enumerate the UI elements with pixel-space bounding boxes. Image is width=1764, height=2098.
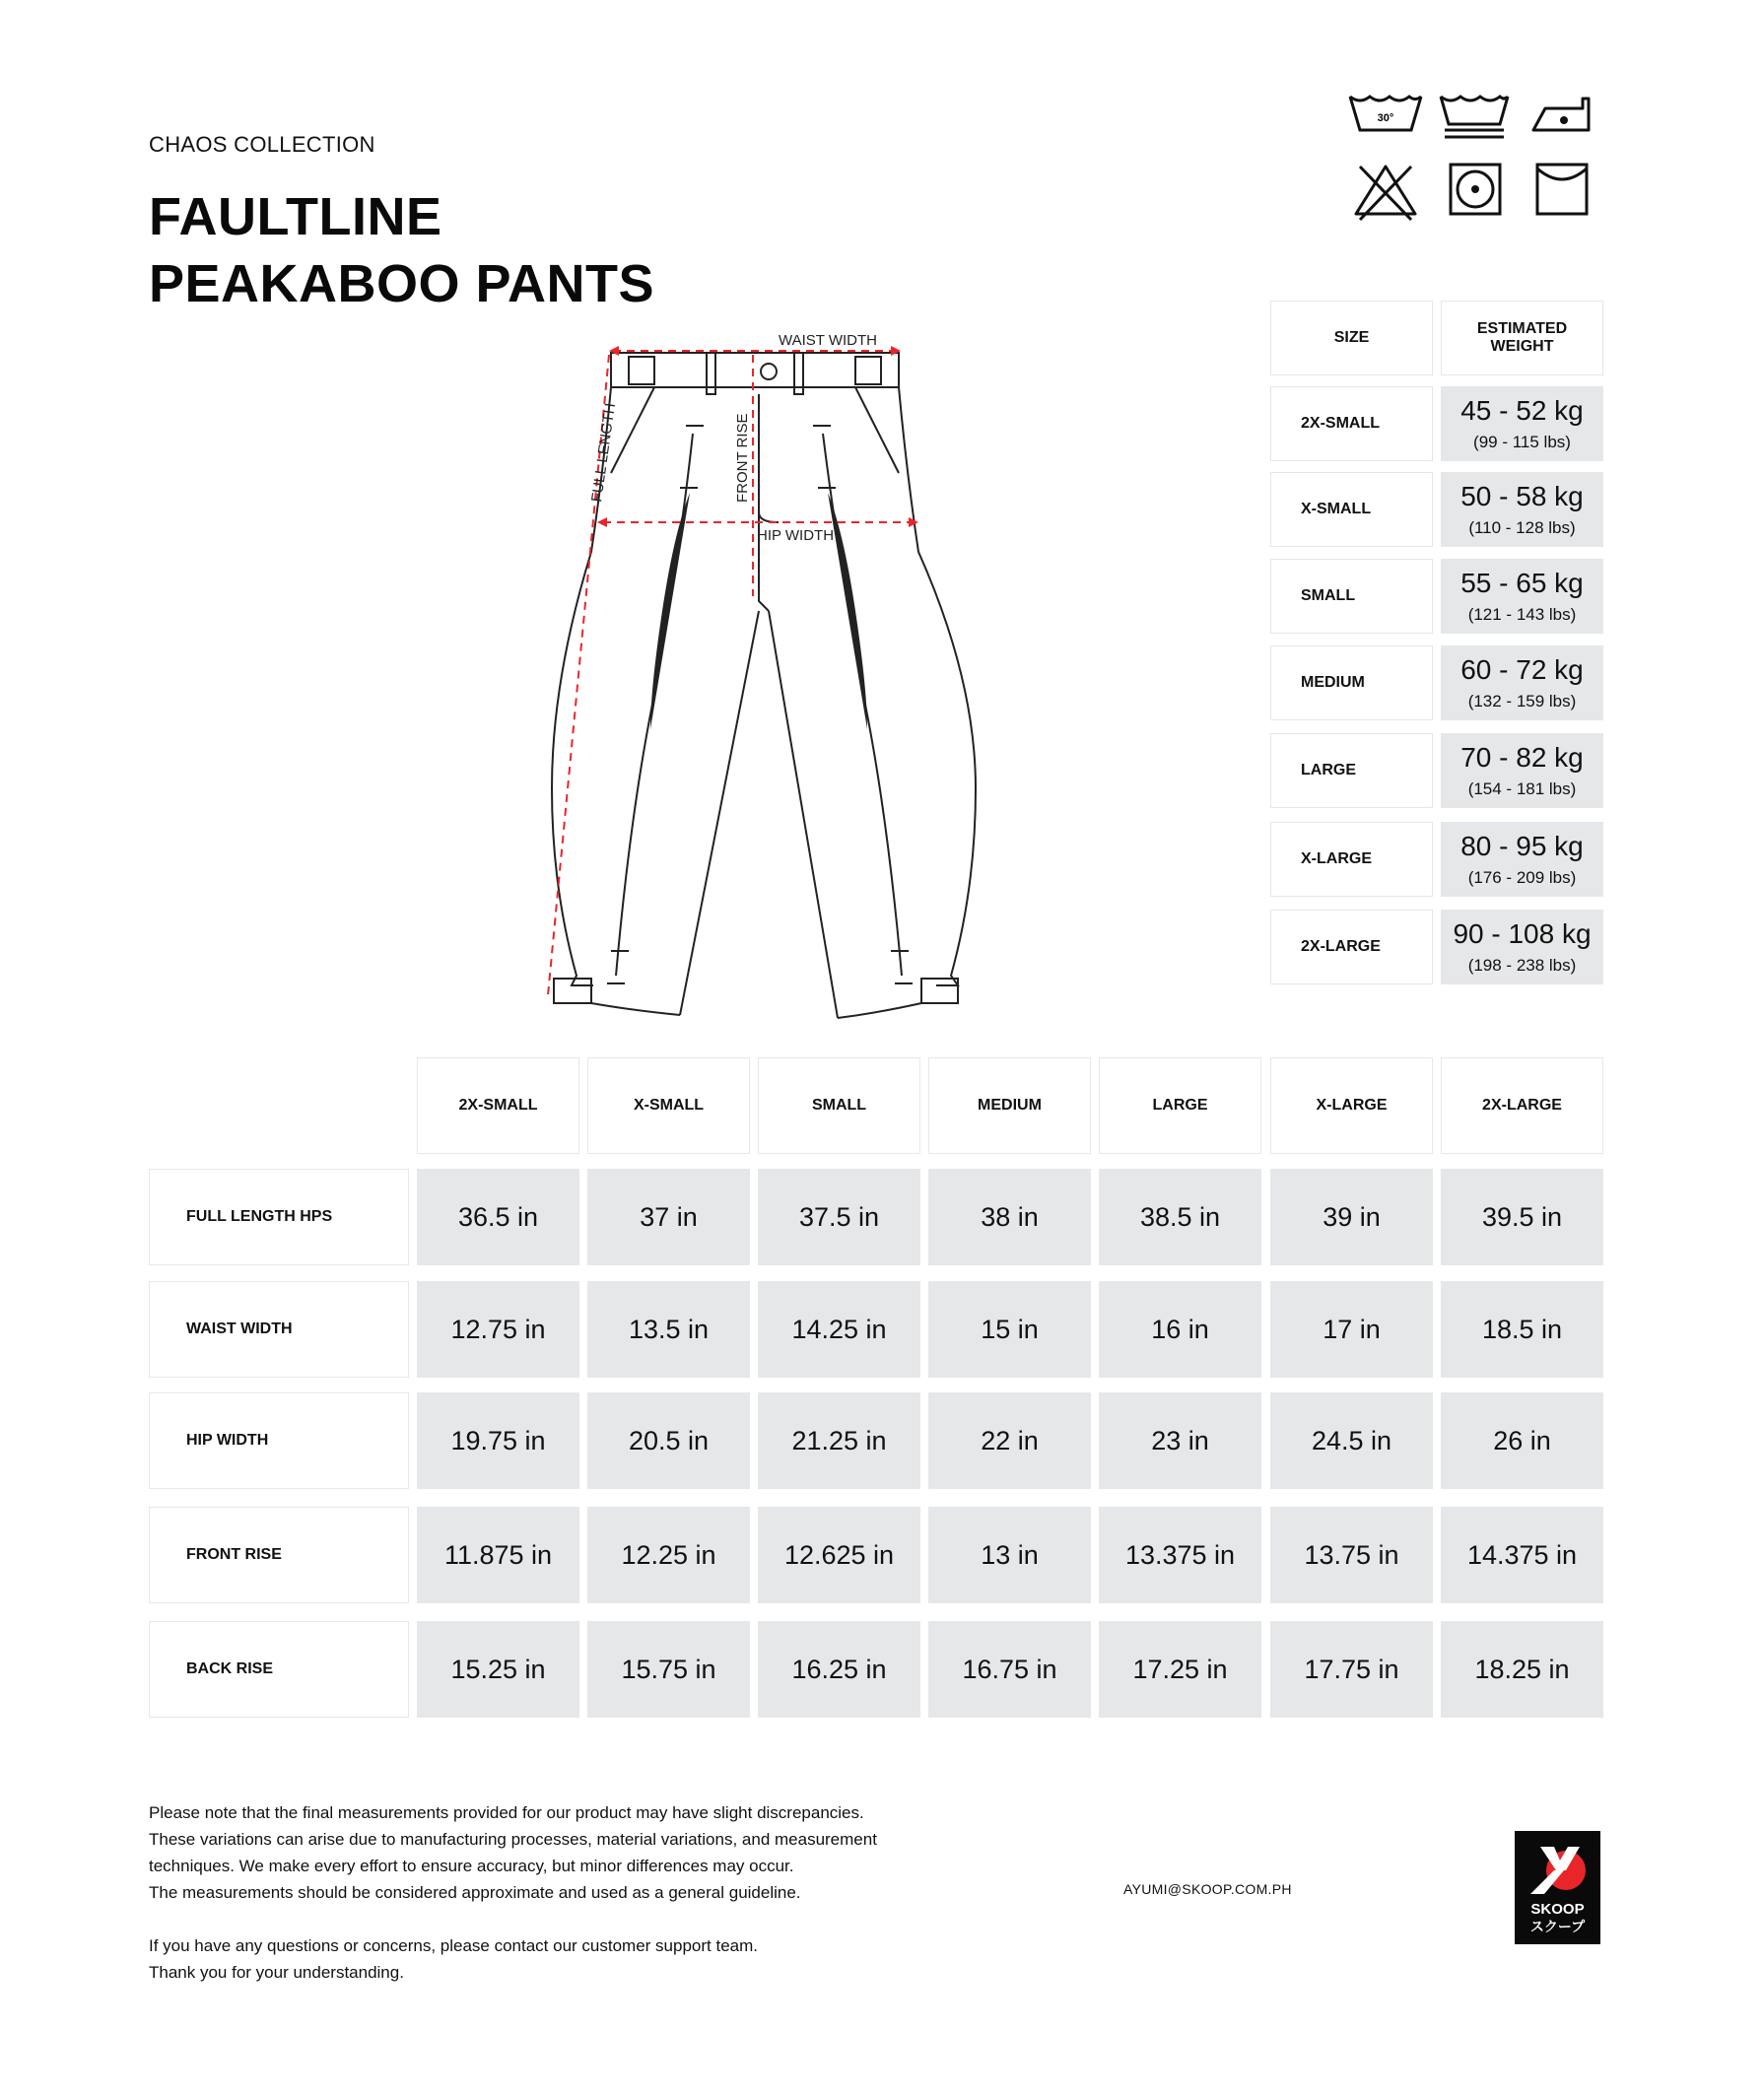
line-dry-icon — [1524, 161, 1602, 220]
size-column-header: SMALL — [758, 1057, 920, 1154]
weight-lbs: (132 - 159 lbs) — [1467, 692, 1577, 711]
measurement-cell: 26 in — [1441, 1392, 1603, 1489]
measurement-cell: 38.5 in — [1099, 1169, 1261, 1265]
iron-low-icon — [1527, 89, 1606, 148]
weight-kg: 90 - 108 kg — [1453, 918, 1592, 949]
hip-width-label: HIP WIDTH — [757, 527, 835, 544]
weight-value-cell — [1441, 645, 1603, 720]
measurement-row-label: WAIST WIDTH — [149, 1281, 409, 1378]
weight-lbs: (99 - 115 lbs) — [1473, 433, 1571, 451]
size-column-header: LARGE — [1099, 1057, 1261, 1154]
measurement-cell: 13.5 in — [587, 1281, 750, 1378]
front-rise-label: FRONT RISE — [734, 413, 751, 503]
measurement-row-label: BACK RISE — [149, 1621, 409, 1718]
measurement-cell: 22 in — [928, 1392, 1091, 1489]
weight-lbs: (110 - 128 lbs) — [1468, 518, 1576, 537]
weight-lbs: (198 - 238 lbs) — [1467, 956, 1577, 975]
weight-header-line1: ESTIMATED — [1476, 320, 1568, 337]
full-length-label: FULL LENGTH — [588, 402, 620, 504]
measurement-cell: 14.25 in — [758, 1281, 920, 1378]
size-column-header: X-SMALL — [587, 1057, 750, 1154]
pants-diagram — [532, 325, 1015, 1025]
weight-kg: 60 - 72 kg — [1460, 654, 1584, 685]
note-line: The measurements should be considered approximate and used as a general guideline. — [149, 1883, 801, 1902]
logo-brand: SKOOP — [1530, 1901, 1585, 1918]
collection-label: CHAOS COLLECTION — [149, 132, 375, 157]
belt-loop — [629, 357, 654, 384]
weight-kg: 55 - 65 kg — [1460, 568, 1584, 598]
size-column-header: X-LARGE — [1270, 1057, 1433, 1154]
product-title — [149, 183, 654, 317]
measurement-cell: 21.25 in — [758, 1392, 920, 1489]
measurement-cell: 15.25 in — [417, 1621, 579, 1718]
measurement-cell: 12.75 in — [417, 1281, 579, 1378]
measurement-cell: 17 in — [1270, 1281, 1433, 1378]
product-title-line2: PEAKABOO PANTS — [149, 254, 655, 313]
weight-kg: 50 - 58 kg — [1460, 481, 1584, 511]
measurement-cell: 15.75 in — [587, 1621, 750, 1718]
measurement-row-label: FULL LENGTH HPS — [149, 1169, 409, 1265]
weight-value-cell — [1441, 910, 1603, 984]
measurement-cell: 38 in — [928, 1169, 1091, 1265]
note-spacer — [149, 1906, 1016, 1932]
belt-loop — [855, 357, 881, 384]
measurement-cell: 14.375 in — [1441, 1507, 1603, 1603]
measurement-cell: 17.75 in — [1270, 1621, 1433, 1718]
measurement-cell: 23 in — [1099, 1392, 1261, 1489]
weight-header-line2: WEIGHT — [1490, 338, 1554, 355]
measurement-cell: 16.75 in — [928, 1621, 1091, 1718]
measurement-cell: 15 in — [928, 1281, 1091, 1378]
measurement-cell: 37 in — [587, 1169, 750, 1265]
weight-value-cell — [1441, 472, 1603, 547]
note-line: Thank you for your understanding. — [149, 1963, 404, 1982]
weight-size-cell: 2X-LARGE — [1270, 910, 1433, 984]
weight-lbs: (154 - 181 lbs) — [1467, 779, 1577, 798]
weight-kg: 80 - 95 kg — [1460, 831, 1584, 861]
product-title-line1: FAULTLINE — [149, 187, 442, 246]
measurement-cell: 16.25 in — [758, 1621, 920, 1718]
weight-kg: 45 - 52 kg — [1460, 395, 1584, 426]
weight-kg: 70 - 82 kg — [1460, 742, 1584, 773]
measurement-cell: 18.25 in — [1441, 1621, 1603, 1718]
weight-header-size: SIZE — [1270, 301, 1433, 375]
waist-width-label: WAIST WIDTH — [779, 332, 877, 349]
measurement-row-label: FRONT RISE — [149, 1507, 409, 1603]
measurement-cell: 13.375 in — [1099, 1507, 1261, 1603]
measurement-cell: 24.5 in — [1270, 1392, 1433, 1489]
weight-value-cell — [1441, 733, 1603, 808]
weight-size-cell: 2X-SMALL — [1270, 386, 1433, 461]
measurement-cell: 13 in — [928, 1507, 1091, 1603]
note-line: techniques. We make every effort to ensure accuracy, but minor differences may occur. — [149, 1857, 794, 1875]
measurement-cell: 20.5 in — [587, 1392, 750, 1489]
measurement-cell: 12.25 in — [587, 1507, 750, 1603]
disclaimer-notes — [149, 1799, 1016, 1986]
weight-size-cell: X-SMALL — [1270, 472, 1433, 547]
weight-lbs: (121 - 143 lbs) — [1467, 605, 1577, 624]
wash-temp-label: 30° — [1377, 112, 1394, 124]
weight-lbs: (176 - 209 lbs) — [1467, 868, 1577, 887]
measurement-cell: 36.5 in — [417, 1169, 579, 1265]
weight-size-cell: X-LARGE — [1270, 822, 1433, 897]
note-line: Please note that the final measurements provided for our product may have slight discrepancies. — [149, 1803, 864, 1822]
weight-value-cell — [1441, 386, 1603, 461]
wash-30-icon — [1346, 89, 1425, 148]
measurement-cell: 17.25 in — [1099, 1621, 1261, 1718]
contact-email[interactable]: AYUMI@SKOOP.COM.PH — [1123, 1881, 1292, 1897]
no-bleach-icon — [1346, 161, 1425, 220]
note-line: These variations can arise due to manufacturing processes, material variations, and measurement — [149, 1830, 877, 1849]
measurement-cell: 19.75 in — [417, 1392, 579, 1489]
measurement-cell: 16 in — [1099, 1281, 1261, 1378]
size-column-header: MEDIUM — [928, 1057, 1091, 1154]
gentle-wash-icon — [1435, 89, 1514, 148]
weight-value-cell — [1441, 559, 1603, 634]
measurement-cell: 13.75 in — [1270, 1507, 1433, 1603]
waist-button — [761, 364, 777, 379]
weight-size-cell: SMALL — [1270, 559, 1433, 634]
measurement-cell: 39.5 in — [1441, 1169, 1603, 1265]
measurement-cell: 39 in — [1270, 1169, 1433, 1265]
measurement-cell: 11.875 in — [417, 1507, 579, 1603]
weight-header-weight — [1441, 301, 1603, 375]
weight-size-cell: LARGE — [1270, 733, 1433, 808]
measurement-row-label: HIP WIDTH — [149, 1392, 409, 1489]
tumble-dry-icon — [1437, 161, 1516, 220]
size-column-header: 2X-SMALL — [417, 1057, 579, 1154]
note-line: If you have any questions or concerns, please contact our customer support team. — [149, 1936, 759, 1955]
logo-katakana: スクープ — [1529, 1920, 1586, 1935]
measurement-cell: 37.5 in — [758, 1169, 920, 1265]
size-column-header: 2X-LARGE — [1441, 1057, 1603, 1154]
skoop-logo — [1515, 1831, 1600, 1944]
measurement-cell: 12.625 in — [758, 1507, 920, 1603]
measurement-cell: 18.5 in — [1441, 1281, 1603, 1378]
weight-size-cell: MEDIUM — [1270, 645, 1433, 720]
weight-value-cell — [1441, 822, 1603, 897]
